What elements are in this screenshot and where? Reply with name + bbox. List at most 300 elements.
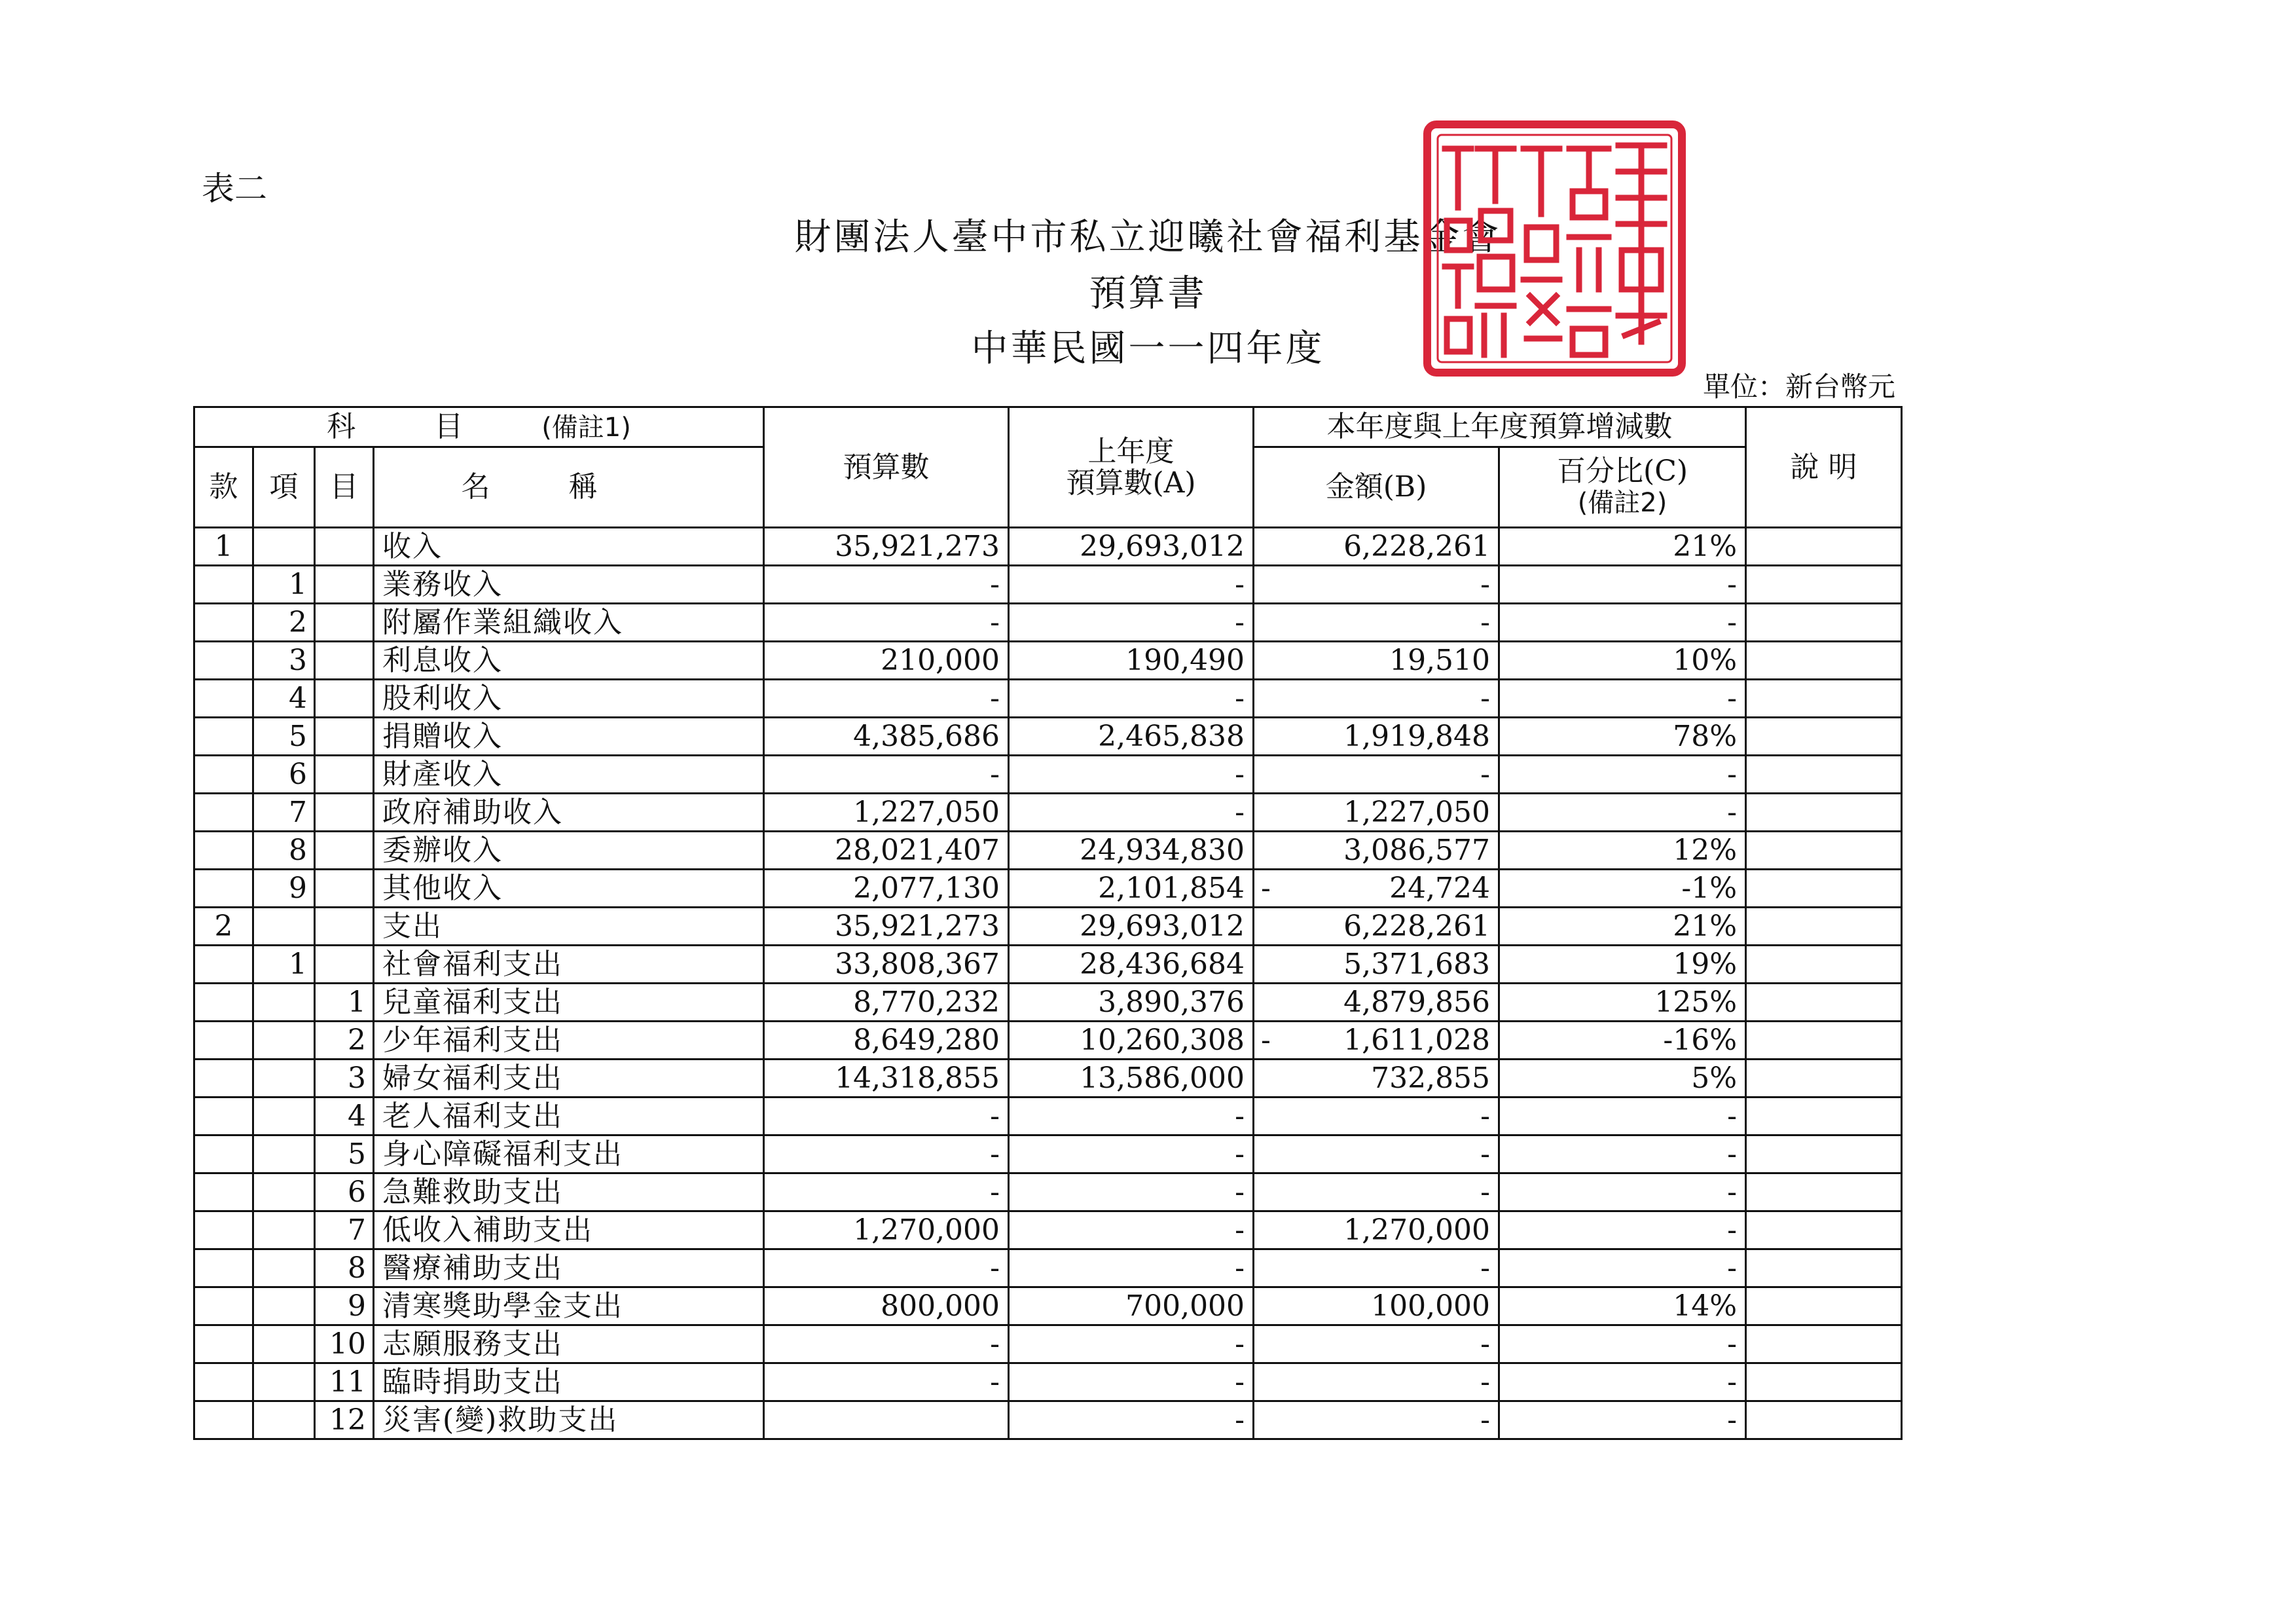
xiang-cell [253, 1287, 315, 1325]
prev-budget-cell-value: - [1235, 1175, 1245, 1209]
prev-budget-cell-value: - [1235, 1327, 1245, 1361]
xiang-cell [253, 756, 315, 794]
red-seal-stamp-icon [1422, 119, 1687, 378]
percent-cell [1499, 1325, 1746, 1363]
budget-cell-value: - [990, 1099, 1000, 1133]
budget-cell-value: 1,227,050 [853, 795, 1000, 829]
amount-cell [1254, 1287, 1499, 1325]
xiang-cell-value: 8 [289, 833, 307, 867]
percent-cell-value: 21% [1673, 529, 1738, 563]
amount-cell-value: - [1480, 1365, 1491, 1399]
remark-cell [1746, 756, 1902, 794]
name-cell-value: 少年福利支出 [382, 1023, 563, 1057]
prev-budget-cell [1009, 1211, 1254, 1249]
mu-cell [315, 984, 374, 1022]
xiang-cell [253, 794, 315, 832]
percent-cell [1499, 832, 1746, 870]
mu-cell-value: 7 [348, 1213, 366, 1247]
amount-cell-value: 3,086,577 [1343, 833, 1491, 867]
subject-header: 科 目 (備註1) [194, 407, 764, 447]
name-cell-value: 急難救助支出 [382, 1175, 563, 1209]
kuan-cell [194, 1098, 253, 1135]
xiang-cell-value: 7 [289, 795, 307, 829]
name-cell-value: 志願服務支出 [382, 1327, 563, 1361]
percent-cell-value: - [1727, 1099, 1738, 1133]
remark-cell [1746, 1022, 1902, 1060]
budget-cell [764, 1287, 1009, 1325]
prev-budget-cell-value: - [1235, 681, 1245, 715]
budget-cell-value: - [990, 1327, 1000, 1361]
prev-budget-cell [1009, 870, 1254, 908]
mu-cell [315, 1363, 374, 1401]
table-row [194, 1173, 1902, 1211]
remark-cell [1746, 604, 1902, 642]
percent-cell [1499, 756, 1746, 794]
budget-cell-value: 14,318,855 [835, 1061, 1000, 1095]
percent-cell-value: 19% [1673, 947, 1738, 981]
percent-cell [1499, 908, 1746, 946]
prev-budget-cell-value: 24,934,830 [1080, 833, 1245, 867]
remark-cell [1746, 1060, 1902, 1098]
xiang-cell [253, 1211, 315, 1249]
remark-cell [1746, 1249, 1902, 1287]
remark-cell [1746, 984, 1902, 1022]
budget-cell [764, 1325, 1009, 1363]
amount-cell [1254, 756, 1499, 794]
mu-cell-value: 4 [348, 1099, 366, 1133]
remark-cell [1746, 1363, 1902, 1401]
table-row [194, 718, 1902, 756]
prev-budget-cell-value: - [1235, 1403, 1245, 1437]
name-cell-value: 利息收入 [382, 643, 503, 677]
prev-budget-cell [1009, 1249, 1254, 1287]
mu-cell-value: 1 [348, 985, 366, 1019]
kuan-cell [194, 1363, 253, 1401]
name-cell [374, 604, 764, 642]
percent-cell [1499, 604, 1746, 642]
amount-cell-value: 100,000 [1371, 1289, 1491, 1323]
kuan-cell [194, 984, 253, 1022]
budget-cell [764, 1060, 1009, 1098]
kuan-cell [194, 718, 253, 756]
name-cell-value: 醫療補助支出 [382, 1251, 563, 1285]
xiang-cell [253, 870, 315, 908]
remark-cell [1746, 1211, 1902, 1249]
prev-budget-cell-value: 29,693,012 [1080, 529, 1245, 563]
budget-cell-value: - [990, 1365, 1000, 1399]
remark-cell [1746, 1173, 1902, 1211]
table-row [194, 1401, 1902, 1439]
prev-budget-cell [1009, 1325, 1254, 1363]
mu-cell [315, 1401, 374, 1439]
budget-cell [764, 794, 1009, 832]
budget-cell [764, 1098, 1009, 1135]
percent-cell-value: - [1727, 795, 1738, 829]
mu-cell [315, 1022, 374, 1060]
budget-cell-value: - [990, 605, 1000, 639]
budget-cell [764, 1401, 1009, 1439]
title-organization: 財團法人臺中市私立迎曦社會福利基金會 [794, 216, 1502, 259]
xiang-cell [253, 642, 315, 680]
kuan-cell [194, 1173, 253, 1211]
mu-cell [315, 756, 374, 794]
remark-cell [1746, 1098, 1902, 1135]
prev-budget-cell [1009, 680, 1254, 718]
name-cell-value: 清寒獎助學金支出 [382, 1289, 623, 1323]
prev-budget-cell [1009, 946, 1254, 984]
remark-cell [1746, 566, 1902, 604]
budget-cell [764, 1211, 1009, 1249]
percent-cell-value: 12% [1673, 833, 1738, 867]
prev-budget-cell [1009, 604, 1254, 642]
name-cell [374, 1249, 764, 1287]
percent-cell-value: 5% [1691, 1061, 1738, 1095]
table-row [194, 566, 1902, 604]
percent-cell-value: 21% [1673, 909, 1738, 943]
mu-cell-value: 5 [348, 1137, 366, 1171]
name-cell [374, 794, 764, 832]
name-cell-value: 災害(變)救助支出 [382, 1403, 619, 1437]
budget-cell [764, 984, 1009, 1022]
budget-cell [764, 1249, 1009, 1287]
mu-cell-value: 8 [348, 1251, 366, 1285]
amount-cell [1254, 680, 1499, 718]
table-row [194, 1287, 1902, 1325]
budget-cell-value: 33,808,367 [835, 947, 1000, 981]
title-document: 預算書 [1089, 272, 1207, 315]
mu-cell-value: 2 [348, 1023, 366, 1057]
remark-cell [1746, 1401, 1902, 1439]
kuan-cell [194, 1401, 253, 1439]
name-cell [374, 1287, 764, 1325]
percent-cell [1499, 1135, 1746, 1173]
kuan-cell [194, 1325, 253, 1363]
remark-cell [1746, 794, 1902, 832]
percent-cell-value: - [1727, 757, 1738, 791]
amount-cell [1254, 1022, 1499, 1060]
table-row [194, 528, 1902, 566]
remark-cell [1746, 1135, 1902, 1173]
percent-cell-value: - [1727, 1175, 1738, 1209]
prev-budget-cell-value: 13,586,000 [1080, 1061, 1245, 1095]
table-row [194, 680, 1902, 718]
amount-cell [1254, 946, 1499, 984]
prev-budget-cell-value: - [1235, 605, 1245, 639]
budget-cell [764, 718, 1009, 756]
budget-cell-value: 4,385,686 [853, 719, 1000, 753]
xiang-cell-value: 2 [289, 605, 307, 639]
mu-cell [315, 1173, 374, 1211]
prev-budget-cell-value: 10,260,308 [1080, 1023, 1245, 1057]
budget-cell-value: 8,770,232 [853, 985, 1000, 1019]
prev-budget-cell [1009, 1022, 1254, 1060]
name-cell [374, 1363, 764, 1401]
percent-cell [1499, 984, 1746, 1022]
amount-cell-value: 5,371,683 [1343, 947, 1491, 981]
amount-cell [1254, 642, 1499, 680]
budget-cell-value: 35,921,273 [835, 909, 1000, 943]
prev-budget-cell-value: 2,101,854 [1098, 871, 1245, 905]
amount-cell-value: - [1480, 567, 1491, 601]
mu-cell [315, 528, 374, 566]
percent-cell [1499, 870, 1746, 908]
name-cell-value: 委辦收入 [382, 833, 503, 867]
title-fiscal-year: 中華民國一一四年度 [971, 327, 1325, 370]
prev-budget-cell-value: 29,693,012 [1080, 909, 1245, 943]
amount-cell-value: 732,855 [1371, 1061, 1491, 1095]
remark-cell [1746, 528, 1902, 566]
percent-cell-value: 125% [1654, 985, 1738, 1019]
budget-cell [764, 566, 1009, 604]
remark-cell [1746, 870, 1902, 908]
kuan-cell [194, 1135, 253, 1173]
budget-cell-value: - [990, 1175, 1000, 1209]
percent-cell-value: - [1727, 605, 1738, 639]
kuan-cell [194, 1287, 253, 1325]
prev-budget-cell [1009, 1363, 1254, 1401]
name-cell-value: 政府補助收入 [382, 795, 563, 829]
budget-cell-value: - [990, 567, 1000, 601]
name-cell [374, 1401, 764, 1439]
kuan-cell [194, 794, 253, 832]
xiang-cell [253, 680, 315, 718]
kuan-cell [194, 604, 253, 642]
amount-cell-value: - [1480, 1175, 1491, 1209]
name-cell [374, 1325, 764, 1363]
name-cell [374, 528, 764, 566]
prev-budget-cell [1009, 908, 1254, 946]
table-row [194, 832, 1902, 870]
budget-rows [194, 528, 1902, 1439]
prev-budget-cell [1009, 718, 1254, 756]
mu-cell [315, 1211, 374, 1249]
percent-cell [1499, 642, 1746, 680]
table-row [194, 642, 1902, 680]
prev-budget-cell-value: - [1235, 1251, 1245, 1285]
table-row [194, 908, 1902, 946]
mu-cell [315, 832, 374, 870]
amount-header: 金額(B) [1254, 447, 1499, 528]
amount-cell-value: 1,270,000 [1343, 1213, 1491, 1247]
remark-cell [1746, 680, 1902, 718]
budget-cell [764, 1022, 1009, 1060]
name-cell [374, 984, 764, 1022]
name-cell-value: 其他收入 [382, 871, 503, 905]
name-header: 名 稱 [374, 447, 764, 528]
kuan-cell [194, 566, 253, 604]
mu-cell [315, 642, 374, 680]
budget-cell [764, 528, 1009, 566]
amount-cell [1254, 604, 1499, 642]
prev-budget-cell [1009, 1287, 1254, 1325]
name-cell-value: 捐贈收入 [382, 719, 503, 753]
mu-cell [315, 946, 374, 984]
mu-cell [315, 566, 374, 604]
amount-cell-value: 1,227,050 [1343, 795, 1491, 829]
xiang-cell-value: 4 [289, 681, 307, 715]
percent-cell [1499, 680, 1746, 718]
xiang-cell-value: 3 [289, 643, 307, 677]
budget-header: 預算數 [764, 407, 1009, 528]
amount-cell-value: - [1480, 1137, 1491, 1171]
percent-cell-value: 10% [1673, 643, 1738, 677]
prev-budget-cell-value: - [1235, 757, 1245, 791]
budget-cell-value: - [990, 1251, 1000, 1285]
remark-cell [1746, 1325, 1902, 1363]
prev-budget-cell [1009, 642, 1254, 680]
xiang-cell-value: 1 [289, 947, 307, 981]
prev-budget-cell-value: - [1235, 1099, 1245, 1133]
amount-cell-value: - [1480, 1327, 1491, 1361]
remark-cell [1746, 908, 1902, 946]
kuan-cell [194, 1060, 253, 1098]
amount-cell [1254, 794, 1499, 832]
percent-cell [1499, 718, 1746, 756]
xiang-cell [253, 718, 315, 756]
table-row [194, 984, 1902, 1022]
xiang-cell [253, 566, 315, 604]
amount-cell-value: 6,228,261 [1343, 529, 1491, 563]
name-cell-value: 身心障礙福利支出 [382, 1137, 623, 1171]
amount-cell-value: 4,879,856 [1343, 985, 1491, 1019]
amount-cell-value: 24,724 [1389, 871, 1491, 905]
remark-cell [1746, 1287, 1902, 1325]
amount-cell [1254, 528, 1499, 566]
amount-cell [1254, 1211, 1499, 1249]
budget-cell [764, 1173, 1009, 1211]
xiang-cell-value: 1 [289, 567, 307, 601]
name-cell [374, 832, 764, 870]
prev-budget-cell-value: 28,436,684 [1080, 947, 1245, 981]
amount-cell [1254, 870, 1499, 908]
percent-cell [1499, 1211, 1746, 1249]
budget-cell [764, 642, 1009, 680]
amount-cell-value: 1,611,028 [1343, 1023, 1491, 1057]
name-cell [374, 1022, 764, 1060]
mu-cell [315, 1249, 374, 1287]
xiang-cell [253, 604, 315, 642]
mu-cell [315, 870, 374, 908]
budget-cell-value: - [990, 1137, 1000, 1171]
name-cell [374, 908, 764, 946]
name-cell-value: 業務收入 [382, 567, 503, 601]
prev-budget-cell [1009, 794, 1254, 832]
prev-budget-cell [1009, 1060, 1254, 1098]
name-cell-value: 兒童福利支出 [382, 985, 563, 1019]
mu-cell-value: 10 [329, 1327, 366, 1361]
name-cell-value: 收入 [382, 529, 443, 563]
name-cell-value: 低收入補助支出 [382, 1213, 593, 1247]
percent-cell [1499, 1287, 1746, 1325]
mu-cell [315, 1060, 374, 1098]
xiang-cell [253, 1060, 315, 1098]
amount-cell [1254, 832, 1499, 870]
xiang-cell [253, 1401, 315, 1439]
prev-budget-cell-value: - [1235, 1365, 1245, 1399]
xiang-header: 項 [253, 447, 315, 528]
xiang-cell [253, 1022, 315, 1060]
name-cell-value: 財產收入 [382, 757, 503, 791]
mu-cell-value: 6 [348, 1175, 366, 1209]
percent-cell [1499, 1401, 1746, 1439]
percent-cell-value: - [1727, 1365, 1738, 1399]
prev-budget-cell [1009, 1098, 1254, 1135]
difference-header: 本年度與上年度預算增減數 [1254, 407, 1746, 447]
mu-header: 目 [315, 447, 374, 528]
name-cell [374, 680, 764, 718]
name-cell-value: 股利收入 [382, 681, 503, 715]
prev-budget-cell-value: 2,465,838 [1098, 719, 1245, 753]
percent-cell-value: - [1727, 1251, 1738, 1285]
amount-cell-value: 6,228,261 [1343, 909, 1491, 943]
kuan-cell [194, 832, 253, 870]
xiang-cell [253, 1098, 315, 1135]
xiang-cell [253, 1249, 315, 1287]
prev-budget-cell [1009, 1135, 1254, 1173]
budget-cell-value: 28,021,407 [835, 833, 1000, 867]
amount-cell-value: 19,510 [1389, 643, 1491, 677]
budget-table [193, 406, 1903, 1440]
budget-cell [764, 756, 1009, 794]
table-row [194, 1022, 1902, 1060]
xiang-cell [253, 1173, 315, 1211]
prev-budget-cell [1009, 528, 1254, 566]
mu-cell [315, 1325, 374, 1363]
kuan-cell [194, 756, 253, 794]
amount-cell [1254, 1135, 1499, 1173]
kuan-cell [194, 870, 253, 908]
percent-cell-value: 14% [1673, 1289, 1738, 1323]
percent-cell [1499, 794, 1746, 832]
kuan-cell [194, 1211, 253, 1249]
budget-cell [764, 604, 1009, 642]
amount-cell-value: - [1480, 1403, 1491, 1437]
remark-cell [1746, 832, 1902, 870]
percent-cell [1499, 1173, 1746, 1211]
amount-cell-value: - [1480, 681, 1491, 715]
mu-cell [315, 604, 374, 642]
budget-cell [764, 832, 1009, 870]
table-row [194, 1098, 1902, 1135]
percent-cell-value: 78% [1673, 719, 1738, 753]
name-cell [374, 756, 764, 794]
budget-cell-value: 800,000 [881, 1289, 1000, 1323]
mu-cell [315, 718, 374, 756]
xiang-cell [253, 946, 315, 984]
amount-cell [1254, 984, 1499, 1022]
name-cell [374, 642, 764, 680]
table-row [194, 756, 1902, 794]
budget-cell-value: 35,921,273 [835, 529, 1000, 563]
mu-cell [315, 680, 374, 718]
name-cell-value: 婦女福利支出 [382, 1061, 563, 1095]
budget-cell [764, 870, 1009, 908]
amount-cell [1254, 1363, 1499, 1401]
amount-cell [1254, 1173, 1499, 1211]
kuan-header: 款 [194, 447, 253, 528]
name-cell [374, 870, 764, 908]
remark-cell [1746, 718, 1902, 756]
percent-cell [1499, 946, 1746, 984]
table-label: 表二 [202, 170, 267, 208]
name-cell [374, 1098, 764, 1135]
percent-cell-value: - [1727, 1213, 1738, 1247]
table-row [194, 1249, 1902, 1287]
name-cell [374, 946, 764, 984]
prev-budget-cell-value: 700,000 [1125, 1289, 1245, 1323]
table-row [194, 1135, 1902, 1173]
budget-cell-value: 2,077,130 [853, 871, 1000, 905]
